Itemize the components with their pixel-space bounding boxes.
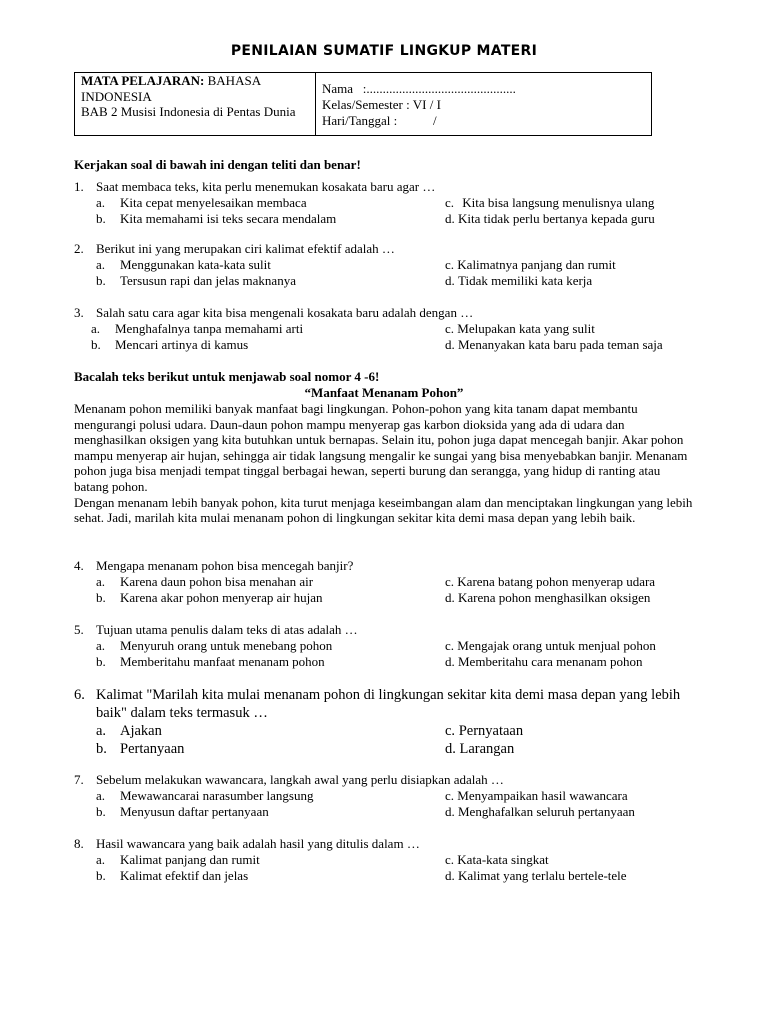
question-number: 2. [74, 241, 84, 256]
question-4 [74, 558, 714, 606]
question-number: 8. [74, 836, 84, 851]
question-6 [74, 686, 714, 758]
question-number: 3. [74, 305, 84, 320]
question-text: Hasil wawancara yang baik adalah hasil yang ditulis dalam … [96, 836, 420, 851]
subject-label: MATA PELAJARAN: [81, 73, 205, 88]
question-5 [74, 622, 714, 670]
class-field: Kelas/Semester : VI / I [322, 97, 441, 112]
question-text: Berikut ini yang merupakan ciri kalimat efektif adalah … [96, 241, 395, 256]
option-d: d. Kalimat yang terlalu bertele-tele [445, 868, 627, 883]
subject-line [81, 73, 309, 104]
option-a: a. Menggunakan kata-kata sulit [96, 257, 271, 272]
question-number: 6. [74, 687, 85, 703]
question-number: 7. [74, 772, 84, 787]
option-c: c. Pernyataan [445, 723, 524, 739]
story-paragraph-2: Dengan menanam lebih banyak pohon, kita turut menjaga keseimbangan alam dan menciptakan lingkungan yang lebih sehat. Jadi, marilah kita mulai menanam pohon di lingkungan sekitar kita demi masa depan yang lebih baik. [74, 494, 693, 526]
option-b: b. Kita memahami isi teks secara mendalam [96, 211, 337, 226]
option-d: d. Karena pohon menghasilkan oksigen [445, 590, 651, 605]
option-c: c. Kalimatnya panjang dan rumit [445, 257, 616, 272]
date-field: Hari/Tanggal : / [322, 113, 437, 128]
story-paragraph-1: Menanam pohon memiliki banyak manfaat bagi lingkungan. Pohon-pohon yang kita tanam dapat membantu mengurangi polusi udara. Daun-daun pohon mampu menyerap gas karbon dioksida yang ada di udara dan menghasilkan oksigen yang kita butuhkan untuk bernapas. Selain itu, pohon juga dapat mencegah banjir. Akar pohon mampu menyerap air hujan, sehingga air tidak langsung mengalir ke sungai yang bisa menyebabkan banjir. Menanam pohon juga bisa menjadi tempat tinggal berbagai hewan, seperti burung dan serangga, yang hidup di ranting atau batang pohon. [74, 401, 688, 494]
option-c: c. Mengajak orang untuk menjual pohon [445, 638, 656, 653]
question-number: 4. [74, 558, 84, 573]
question-text: Kalimat "Marilah kita mulai menanam pohon di lingkungan sekitar kita demi masa depan yang lebih baik" dalam teks termasuk … [96, 687, 681, 721]
option-d: d. Menanyakan kata baru pada teman saja [445, 337, 663, 352]
question-number: 5. [74, 622, 84, 637]
option-d: d. Memberitahu cara menanam pohon [445, 654, 643, 669]
option-a: a. Ajakan [96, 723, 162, 739]
option-a: a. Karena daun pohon bisa menahan air [96, 574, 314, 589]
option-d: d. Larangan [445, 741, 515, 757]
question-text: Sebelum melakukan wawancara, langkah awal yang perlu disiapkan adalah … [96, 772, 504, 787]
option-b: b. Tersusun rapi dan jelas maknanya [96, 273, 296, 288]
option-c: c. Menyampaikan hasil wawancara [445, 788, 628, 803]
option-a: a. Menghafalnya tanpa memahami arti [91, 321, 304, 336]
question-text: Saat membaca teks, kita perlu menemukan kosakata baru agar … [96, 179, 436, 194]
option-a: a. Mewawancarai narasumber langsung [96, 788, 314, 803]
reading-instruction: Bacalah teks berikut untuk menjawab soal nomor 4 -6! [74, 369, 380, 384]
page-title: PENILAIAN SUMATIF LINGKUP MATERI [230, 43, 538, 59]
option-a: a. Kalimat panjang dan rumit [96, 852, 260, 867]
subject-value: BAHASA INDONESIA [81, 73, 261, 104]
question-2 [74, 241, 714, 289]
option-b: b. Menyusun daftar pertanyaan [96, 804, 269, 819]
chapter-line: BAB 2 Musisi Indonesia di Pentas Dunia [81, 104, 296, 119]
subject-cell [75, 73, 316, 135]
question-text: Salah satu cara agar kita bisa mengenali kosakata baru adalah dengan … [96, 305, 474, 320]
option-d: d. Tidak memiliki kata kerja [445, 273, 593, 288]
option-a: a. Kita cepat menyelesaikan membaca [96, 195, 307, 210]
question-1 [74, 179, 714, 227]
identity-table [74, 72, 652, 136]
option-c: c. Melupakan kata yang sulit [445, 321, 595, 336]
option-b: b. Memberitahu manfaat menanam pohon [96, 654, 325, 669]
student-cell [316, 73, 651, 135]
story-title: “Manfaat Menanam Pohon” [304, 385, 464, 400]
option-c: c. Kita bisa langsung menulisnya ulang [445, 195, 655, 210]
question-text: Tujuan utama penulis dalam teks di atas adalah … [96, 622, 358, 637]
option-a: a. Menyuruh orang untuk menebang pohon [96, 638, 333, 653]
question-text: Mengapa menanam pohon bisa mencegah banjir? [96, 558, 354, 573]
question-3 [74, 305, 714, 353]
option-b: b. Mencari artinya di kamus [91, 337, 249, 352]
question-number: 1. [74, 179, 84, 194]
question-8 [74, 836, 714, 884]
story-text [74, 401, 694, 526]
option-b: b. Karena akar pohon menyerap air hujan [96, 590, 323, 605]
option-c: c. Karena batang pohon menyerap udara [445, 574, 656, 589]
option-c: c. Kata-kata singkat [445, 852, 549, 867]
instruction: Kerjakan soal di bawah ini dengan teliti dan benar! [74, 157, 361, 172]
name-field: Nama :.............................................. [322, 81, 516, 96]
option-b: b. Pertanyaan [96, 741, 185, 757]
option-b: b. Kalimat efektif dan jelas [96, 868, 249, 883]
option-d: d. Kita tidak perlu bertanya kepada guru [445, 211, 655, 226]
question-7 [74, 772, 714, 820]
option-d: d. Menghafalkan seluruh pertanyaan [445, 804, 635, 819]
